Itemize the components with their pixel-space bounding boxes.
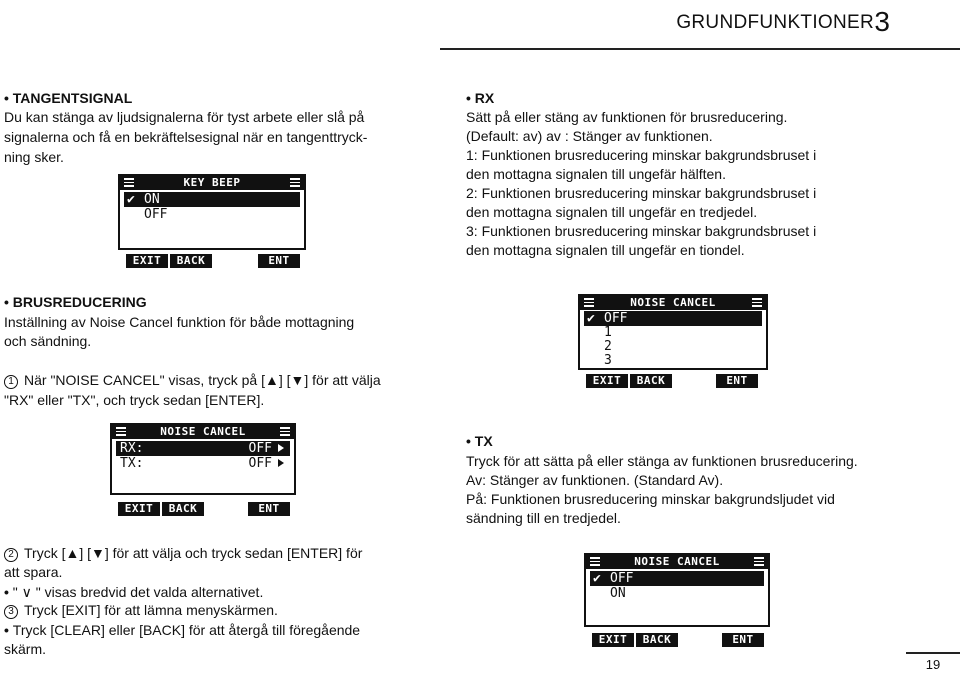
step-3: 3 Tryck [EXIT] för att lämna menyskärmen. bbox=[4, 600, 278, 620]
back-key[interactable]: BACK bbox=[636, 633, 678, 647]
arrow-right-icon bbox=[278, 459, 284, 467]
brus-line-1: Inställning av Noise Cancel funktion för både mottagning bbox=[4, 314, 355, 330]
menu-icon bbox=[754, 557, 764, 566]
lcd-title: KEY BEEP bbox=[183, 176, 241, 189]
lcd-title-bar bbox=[120, 176, 304, 190]
lcd-title-bar bbox=[112, 425, 294, 439]
brus-line-2: och sändning. bbox=[4, 333, 92, 349]
page-header bbox=[440, 8, 960, 40]
tx-line-4: sändning till en tredjedel. bbox=[466, 510, 621, 526]
back-key[interactable]: BACK bbox=[630, 374, 672, 388]
tx-line-1: Tryck för att sätta på eller stänga av funktionen brusreducering. bbox=[466, 453, 858, 469]
option-off[interactable]: ✔ OFF bbox=[590, 571, 764, 586]
lcd-title-bar bbox=[580, 296, 766, 310]
option-off[interactable]: ✔ OFF bbox=[584, 311, 762, 326]
menu-icon bbox=[590, 557, 600, 566]
tx-line-2: Av: Stänger av funktionen. (Standard Av). bbox=[466, 472, 724, 488]
option-on[interactable]: ✔ ON bbox=[124, 192, 300, 207]
step-number: 1 bbox=[4, 375, 18, 389]
lcd-key-beep bbox=[118, 174, 306, 250]
rx-line-3: 1: Funktionen brusreducering minskar bakgrundsbruset i bbox=[466, 147, 817, 163]
step-2-line-1: 2 Tryck [▲] [▼] för att välja och tryck sedan [ENTER] för bbox=[4, 543, 362, 563]
exit-key[interactable]: EXIT bbox=[126, 254, 168, 268]
option-off[interactable]: OFF bbox=[144, 207, 168, 222]
arrow-right-icon bbox=[278, 444, 284, 452]
menu-icon bbox=[116, 427, 126, 436]
check-icon: ✔ bbox=[127, 192, 135, 207]
lcd-title: NOISE CANCEL bbox=[160, 425, 246, 438]
option-2[interactable]: 2 bbox=[604, 339, 612, 354]
menu-icon bbox=[290, 178, 300, 187]
menu-icon bbox=[584, 298, 594, 307]
lcd-title: NOISE CANCEL bbox=[630, 296, 716, 309]
page-number: 19 bbox=[906, 652, 960, 676]
softkeys-nc-tx bbox=[592, 633, 768, 647]
ent-key[interactable]: ENT bbox=[722, 633, 764, 647]
exit-key[interactable]: EXIT bbox=[586, 374, 628, 388]
lcd-title: NOISE CANCEL bbox=[634, 555, 720, 568]
step-number: 3 bbox=[4, 605, 18, 619]
rx-line-8: den mottagna signalen till ungefär en tiondel. bbox=[466, 242, 745, 258]
rx-line-4: den mottagna signalen till ungefär hälften. bbox=[466, 166, 726, 182]
back-key[interactable]: BACK bbox=[170, 254, 212, 268]
chapter-title: GRUNDFUNKTIONER bbox=[676, 12, 874, 33]
ent-key[interactable]: ENT bbox=[716, 374, 758, 388]
rx-line-1: Sätt på eller stäng av funktionen för brusreducering. bbox=[466, 109, 788, 125]
check-icon: ✔ bbox=[587, 311, 595, 326]
step-1-line-2: "RX" eller "TX", och tryck sedan [ENTER]. bbox=[4, 392, 265, 408]
step-number: 2 bbox=[4, 548, 18, 562]
rx-line-6: den mottagna signalen till ungefär en tredjedel. bbox=[466, 204, 758, 220]
softkeys-nc-rxtx bbox=[118, 502, 294, 516]
step-1-line-1: 1 När "NOISE CANCEL" visas, tryck på [▲] [▼] för att välja bbox=[4, 370, 381, 390]
row-rx[interactable]: RX: OFF bbox=[116, 441, 290, 456]
tangentsignal-line-2: signalerna och få en bekräftelsesignal när en tangenttryck- bbox=[4, 129, 368, 145]
menu-icon bbox=[752, 298, 762, 307]
exit-key[interactable]: EXIT bbox=[592, 633, 634, 647]
tangentsignal-line-1: Du kan stänga av ljudsignalerna för tyst arbete eller slå på bbox=[4, 109, 365, 125]
tangentsignal-line-3: ning sker. bbox=[4, 149, 64, 165]
softkeys-nc-rx bbox=[586, 374, 762, 388]
option-3[interactable]: 3 bbox=[604, 353, 612, 368]
option-1[interactable]: 1 bbox=[604, 325, 612, 340]
rx-line-5: 2: Funktionen brusreducering minskar bakgrundsbruset i bbox=[466, 185, 817, 201]
row-tx[interactable]: TX: OFF bbox=[116, 456, 290, 471]
back-key[interactable]: BACK bbox=[162, 502, 204, 516]
header-rule bbox=[440, 48, 960, 50]
ent-key[interactable]: ENT bbox=[248, 502, 290, 516]
rx-line-7: 3: Funktionen brusreducering minskar bakgrundsbruset i bbox=[466, 223, 817, 239]
lcd-noise-cancel-rxtx bbox=[110, 423, 296, 495]
menu-icon bbox=[124, 178, 134, 187]
step-2-line-2: att spara. bbox=[4, 564, 63, 580]
lcd-title-bar bbox=[586, 555, 768, 569]
ent-key[interactable]: ENT bbox=[258, 254, 300, 268]
note-2-line-2: skärm. bbox=[4, 641, 46, 657]
rx-line-2: (Default: av) av : Stänger av funktionen. bbox=[466, 128, 713, 144]
tx-heading: • TX bbox=[466, 431, 493, 451]
option-on[interactable]: ON bbox=[610, 586, 626, 601]
tangentsignal-heading: • TANGENTSIGNAL bbox=[4, 88, 132, 108]
note-2-line-1: • Tryck [CLEAR] eller [BACK] för att återgå till föregående bbox=[4, 620, 360, 640]
note-1: • " ∨ " visas bredvid det valda alternativet. bbox=[4, 582, 263, 602]
chapter-number: 3 bbox=[874, 6, 890, 37]
tx-line-3: På: Funktionen brusreducering minskar bakgrundsljudet vid bbox=[466, 491, 835, 507]
lcd-noise-cancel-rx bbox=[578, 294, 768, 370]
menu-icon bbox=[280, 427, 290, 436]
check-icon: ✔ bbox=[593, 571, 601, 586]
exit-key[interactable]: EXIT bbox=[118, 502, 160, 516]
brus-heading: • BRUSREDUCERING bbox=[4, 292, 147, 312]
softkeys-key-beep bbox=[126, 254, 302, 268]
rx-heading: • RX bbox=[466, 88, 494, 108]
lcd-noise-cancel-tx bbox=[584, 553, 770, 627]
